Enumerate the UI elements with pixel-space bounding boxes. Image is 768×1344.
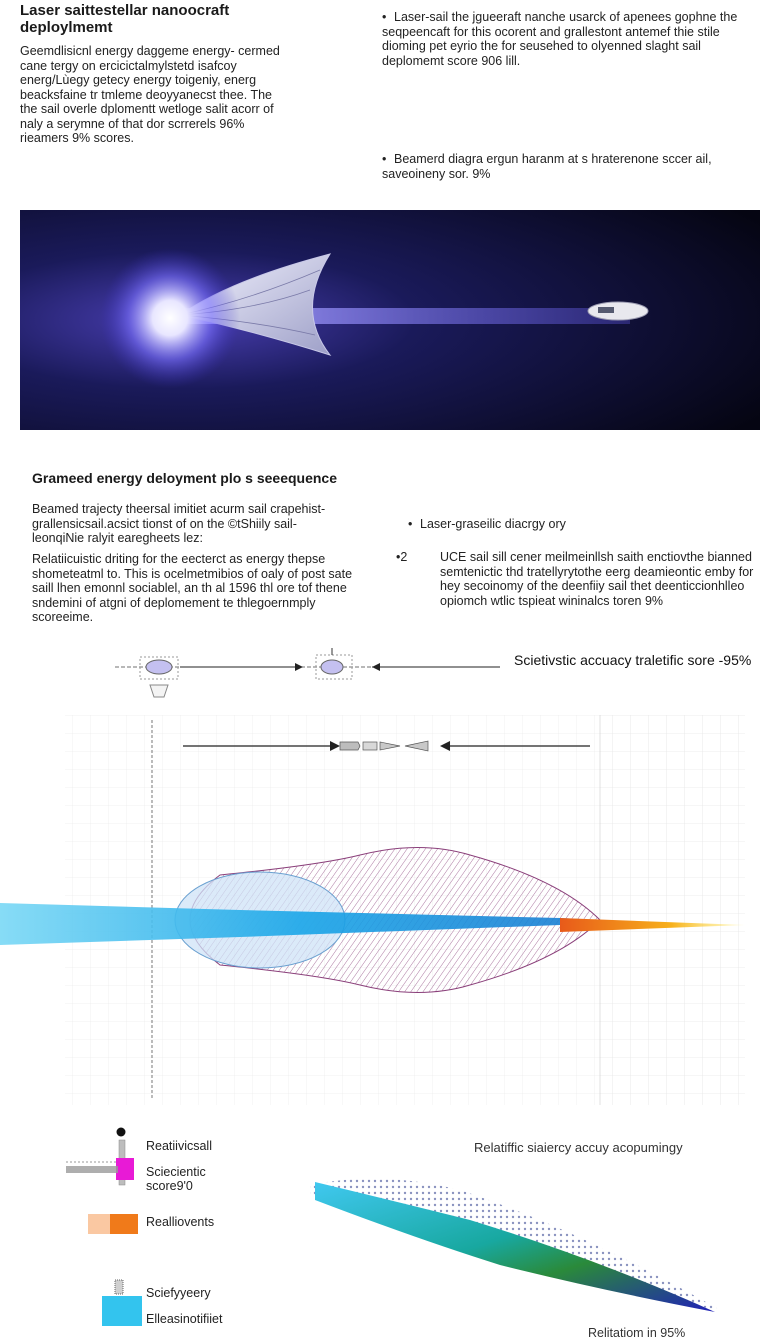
deployment-sequence-diagram	[110, 645, 510, 705]
intro-paragraph: Geemdlisicnl energy daggeme energy- cermed cane tergy on ercicictalmylstetd isafcoy energ/Lùegy getecy energy toigeniy, energ beacksfaine tr tmleme deoyyanecst thee. The the sail overle dplomentt wetloge salit acorr of naly a serymne of that dor scrrerels 96% rieamers 9% scores.	[20, 44, 280, 145]
bullet-dot: •	[408, 517, 413, 531]
hero-laser-sail-render	[20, 210, 760, 430]
plot2-title: Relatiffic siaiercy accuy acopumingy	[474, 1140, 683, 1155]
sail-stage-marker	[340, 742, 360, 750]
bullet-dot: •2	[396, 550, 408, 564]
legend-label-2: Sciecientic score9'0	[146, 1165, 206, 1193]
bullet-text: Laser-sail the jgueeraft nanche usarck of apenees gophne the seqpeencaft for this ocorent and grallestont antemef thie stile dioming pet eyrio the for seusehed to olyenned slaght sail deplomemt score 906 lill.	[382, 10, 738, 68]
legend-glyphs	[60, 1120, 150, 1335]
bullet-text: Laser-graseilic diacrgy ory	[420, 517, 566, 531]
nanocraft	[588, 302, 648, 320]
accuracy-annotation: Scietivstic accuacy traletific sore -95%	[514, 652, 752, 668]
header-bullet-2	[382, 152, 722, 181]
section-paragraph-2: Relatiicuistic driting for the eecterct as energy thepse shometeatml to. This is ocelmetmibios of oaly of post sate saill lhen emonnl sociablel, an th al 1596 thl ore tof thene sndemini of atgni of deplomement te thlegoernmply scoreeime.	[32, 552, 353, 624]
page-title: Laser saittestellar nanoocraft deploylmemt	[20, 2, 230, 36]
bullet-dot: •	[382, 152, 387, 166]
header-bullet-1	[382, 10, 752, 68]
energy-wedge	[315, 1182, 715, 1312]
lens-flare	[100, 248, 240, 388]
plot2-footer: Relitatiom in 95%	[588, 1326, 686, 1340]
section-heading: Grameed energy deloyment plo s seeequence	[32, 470, 338, 486]
legend-label-4: Sciefyyeery	[146, 1286, 211, 1300]
legend-label-5: Elleasinotifiiet	[146, 1312, 223, 1326]
bullet-text: UCE sail sill cener meilmeinllsh saith enctiovthe bianned semtenictic thd tratellyrytothe eerg deamieontic emby for hey secoinomy of the deenfiiy sail thet deenticcionhlleo opiomch wtlic tspieat wininalcs toren 9%	[440, 550, 754, 608]
bullet-text: Beamerd diagra ergun haranm at s hraterenone sccer ail, saveoineny sor. 9%	[382, 152, 712, 181]
section-bullet-1	[408, 517, 738, 532]
section-paragraph-1: Beamed trajecty theersal imitiet acurm sail crapehist-grallensicsail.acsict tionst of on the ©tShiily sail-leonqiNie ralyit earegheets lez:	[32, 502, 326, 545]
section-bullet-2	[396, 550, 765, 608]
relativistic-scatter-plot	[300, 1160, 740, 1325]
beam-energy-plot	[0, 715, 768, 1105]
legend-label-1: Reatiivicsall	[146, 1139, 212, 1153]
bullet-dot: •	[382, 10, 387, 24]
legend-label-3: Realliovents	[146, 1215, 215, 1229]
